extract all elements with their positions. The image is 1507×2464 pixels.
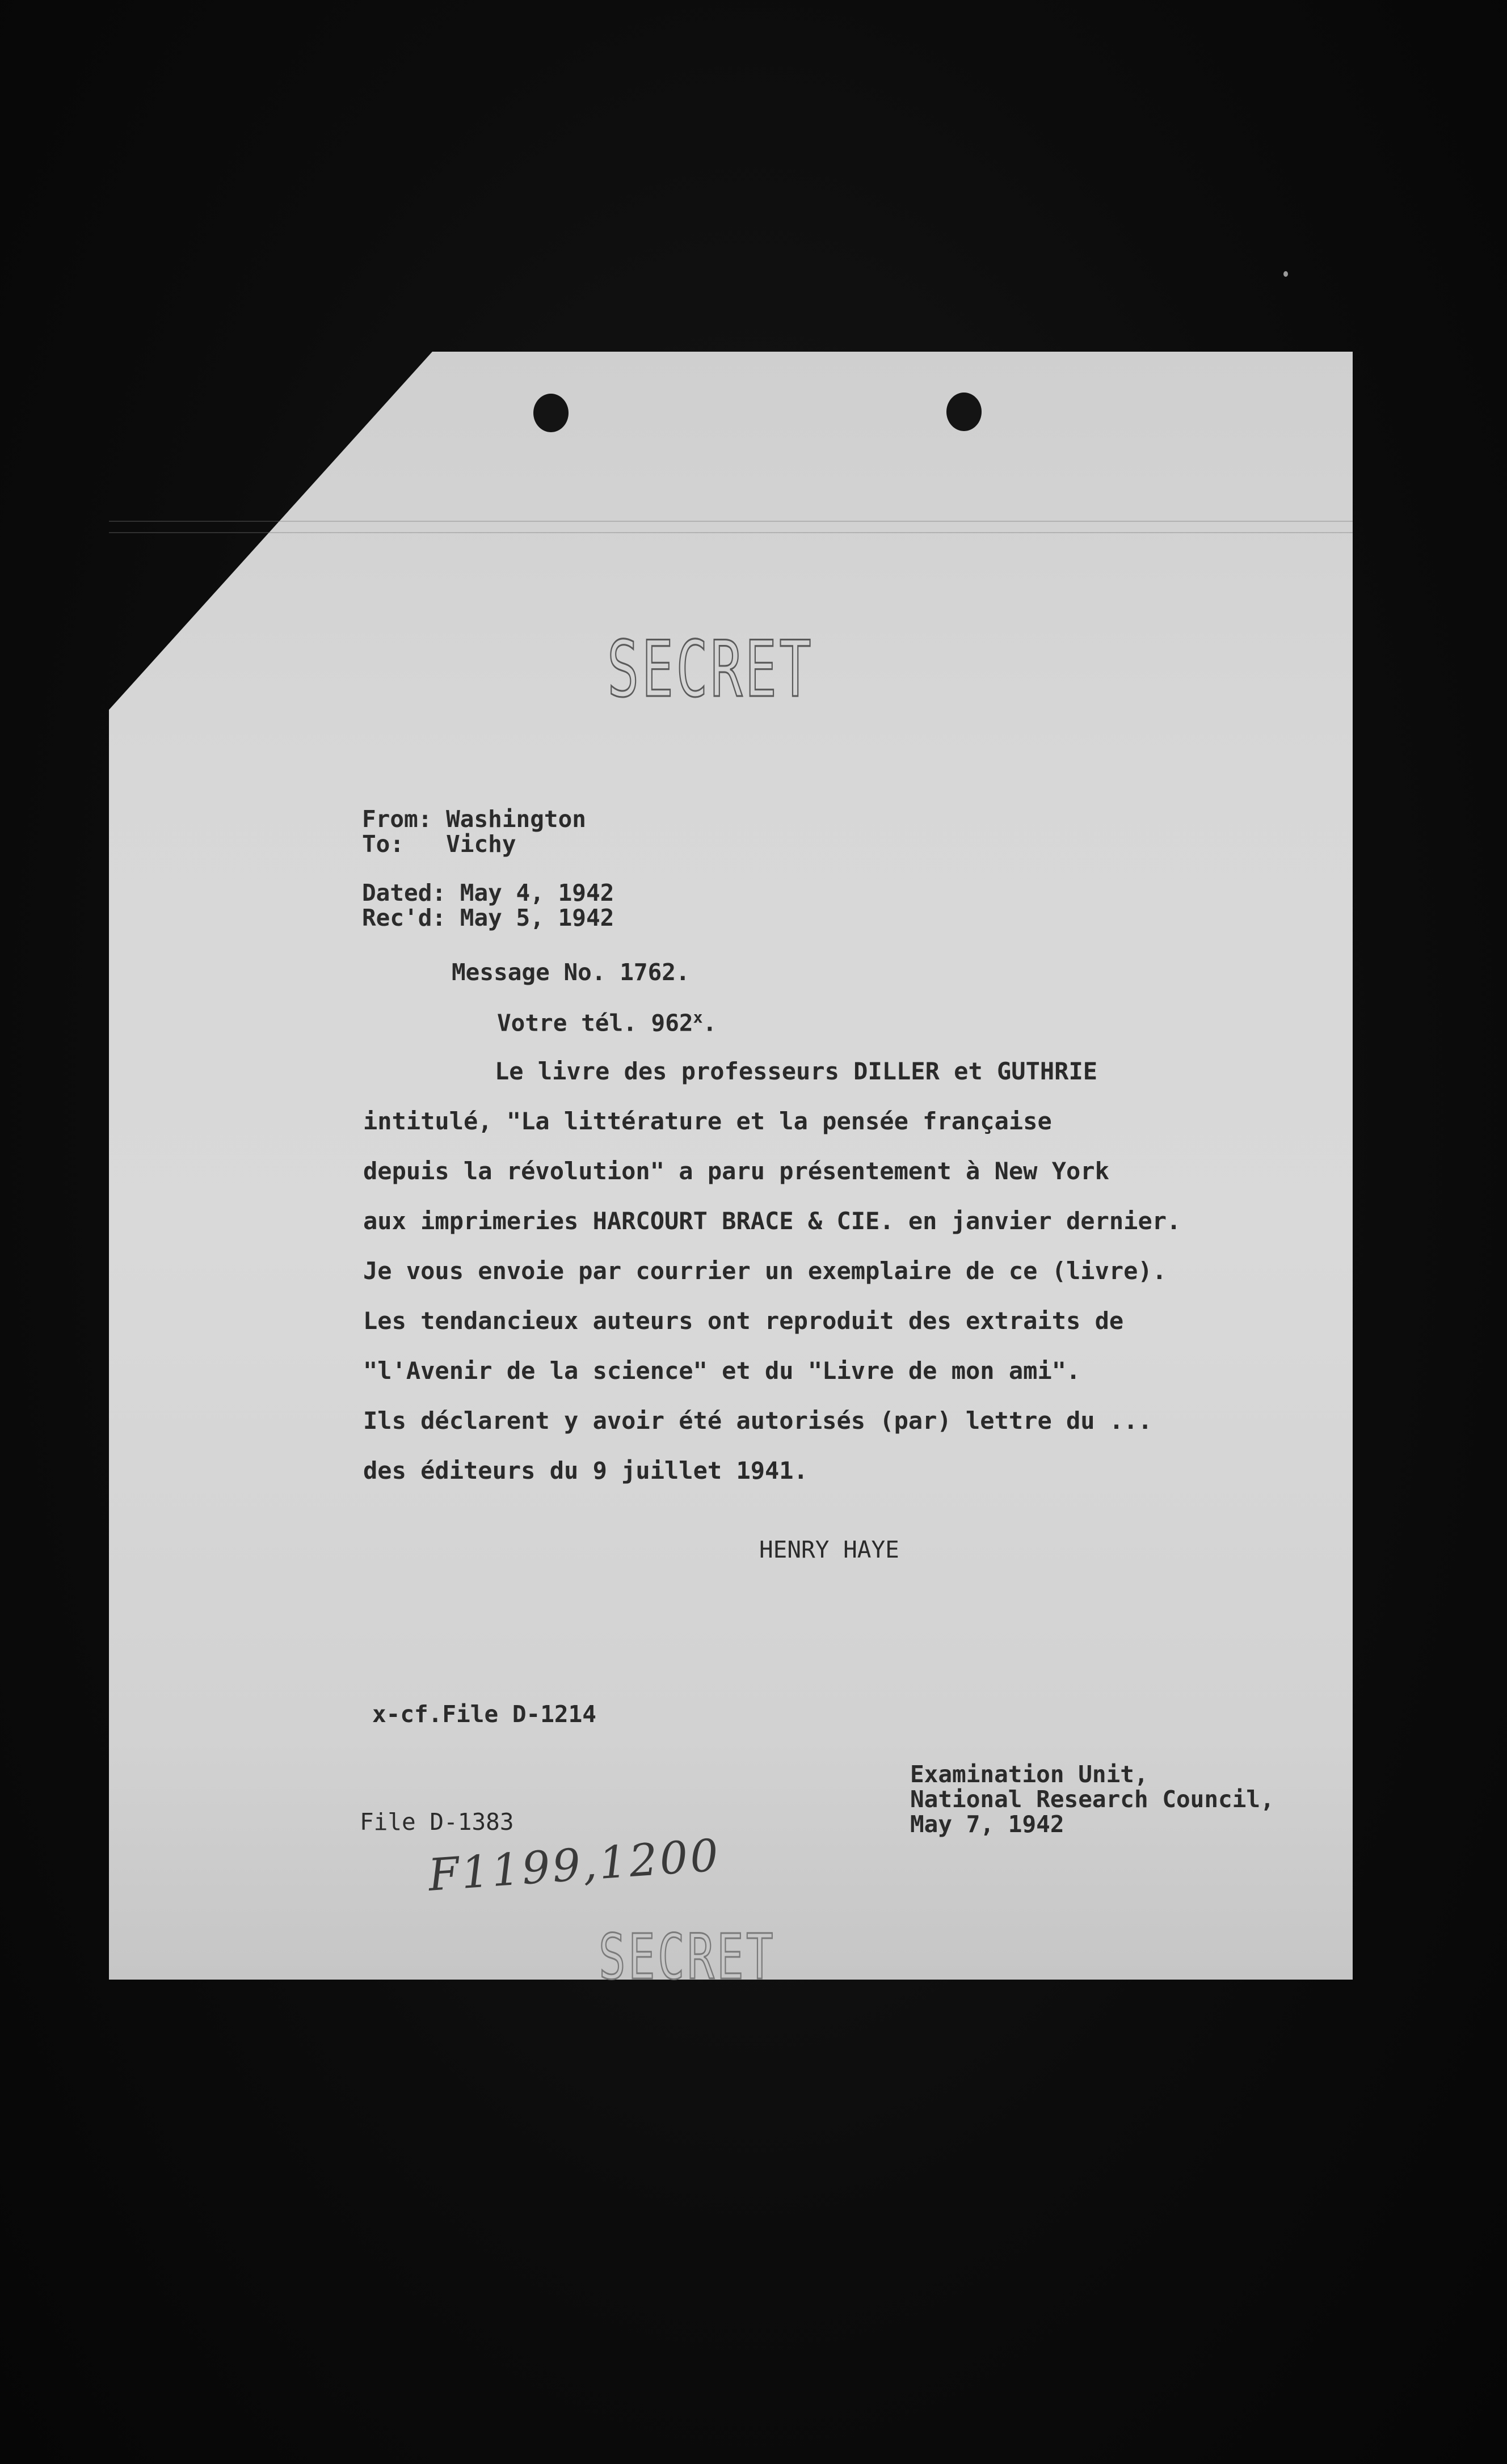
dated-label: Dated:	[362, 879, 447, 906]
body-line: des éditeurs du 9 juillet 1941.	[363, 1457, 808, 1484]
dated-value: May 4, 1942	[460, 879, 614, 906]
punch-hole-right	[946, 393, 982, 431]
telegram-reference	[497, 1005, 717, 1036]
recd-label: Rec'd:	[362, 904, 447, 931]
recd-line	[362, 905, 614, 930]
telegram-reference-superscript: x	[693, 1008, 703, 1027]
punch-hole-left	[533, 394, 569, 432]
from-line	[362, 807, 586, 832]
telegram-reference-suffix: .	[702, 1009, 717, 1037]
to-line	[362, 832, 516, 857]
paper-crease	[109, 521, 1353, 522]
telegram-reference-text: Votre tél. 962	[497, 1009, 693, 1037]
dated-line	[362, 880, 614, 905]
body-line: depuis la révolution" a paru présentement à New York	[363, 1157, 1109, 1185]
message-number: Message No. 1762.	[452, 959, 690, 986]
body-line: Ils déclarent y avoir été autorisés (par) lettre du ...	[363, 1407, 1152, 1434]
secret-stamp-top: SECRET	[607, 624, 814, 715]
from-value: Washington	[446, 805, 586, 833]
body-line: Je vous envoie par courrier un exemplaire de ce (livre).	[363, 1257, 1167, 1285]
from-label: From:	[362, 805, 432, 833]
secret-stamp-bottom: SECRET	[599, 1921, 776, 1993]
examination-unit-line: Examination Unit,	[910, 1761, 1148, 1788]
body-line: "l'Avenir de la science" et du "Livre de mon ami".	[363, 1357, 1081, 1385]
recd-value: May 5, 1942	[460, 904, 614, 931]
examination-unit-line: National Research Council,	[910, 1786, 1274, 1813]
body-line: Les tendancieux auteurs ont reproduit des extraits de	[363, 1307, 1124, 1335]
file-number: File D-1383	[360, 1808, 514, 1836]
body-line: Le livre des professeurs DILLER et GUTHRIE	[495, 1057, 1098, 1085]
body-line: intitulé, "La littérature et la pensée française	[363, 1107, 1052, 1135]
paper-crease	[109, 532, 1353, 533]
signature: HENRY HAYE	[759, 1536, 899, 1563]
scan-speck	[1283, 271, 1288, 277]
to-label: To:	[362, 830, 405, 858]
cross-reference-file: x-cf.File D-1214	[372, 1701, 596, 1728]
handwritten-file-note: F1199,1200	[426, 1830, 722, 1901]
to-value: Vichy	[446, 830, 516, 858]
examination-unit-line: May 7, 1942	[910, 1811, 1064, 1838]
body-line: aux imprimeries HARCOURT BRACE & CIE. en janvier dernier.	[363, 1207, 1181, 1235]
